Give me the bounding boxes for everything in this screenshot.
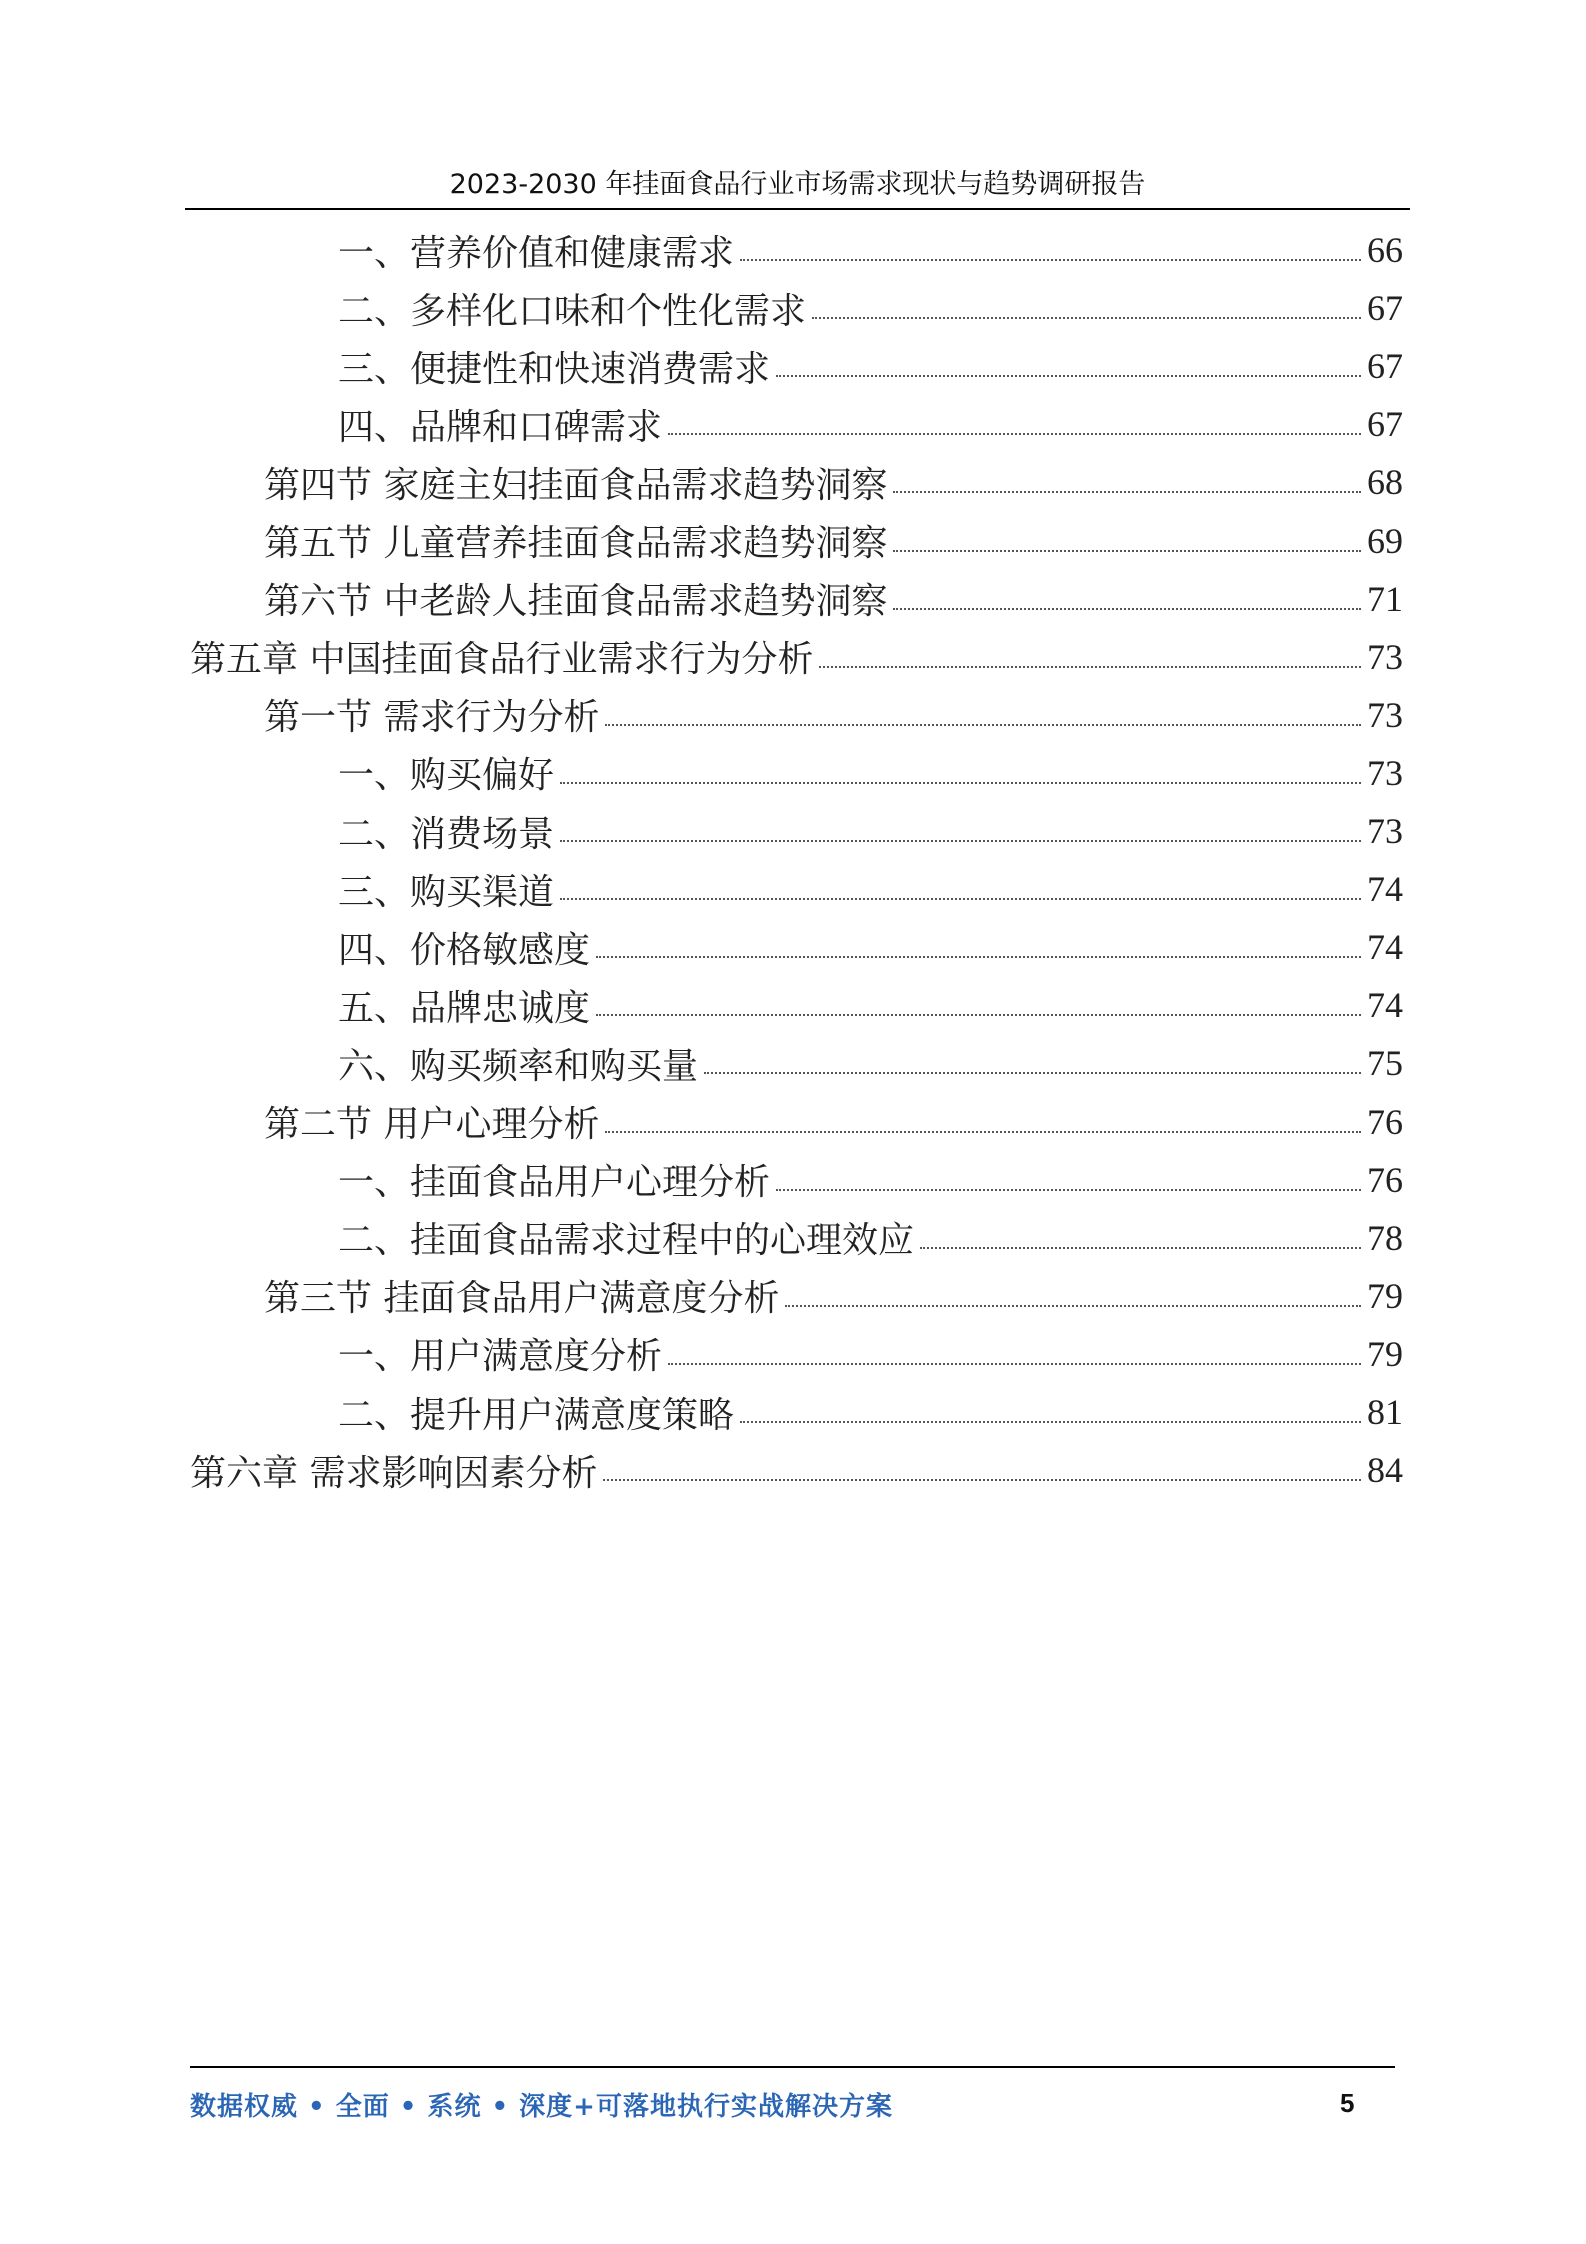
- toc-entry[interactable]: [190, 1440, 1403, 1500]
- dot-leader: [560, 840, 1361, 842]
- dot-leader: [605, 724, 1361, 726]
- toc-entry[interactable]: [338, 975, 1403, 1035]
- dot-leader: [785, 1305, 1361, 1307]
- dot-leader: [605, 1131, 1361, 1133]
- toc-entry-label: 第六节 中老龄人挂面食品需求趋势洞察: [264, 581, 888, 623]
- toc-entry-label: 五、品牌忠诚度: [338, 987, 591, 1029]
- toc-entry-label: 第四节 家庭主妇挂面食品需求趋势洞察: [264, 464, 888, 506]
- toc-entry-page: 69: [1367, 520, 1403, 561]
- toc-entry-page: 79: [1367, 1275, 1403, 1316]
- toc-entry-label: 三、购买渠道: [338, 871, 555, 913]
- dot-leader: [596, 956, 1361, 958]
- toc-entry-page: 74: [1367, 869, 1403, 910]
- toc-entry-label: 第六章 需求影响因素分析: [190, 1452, 598, 1494]
- toc-entry[interactable]: [338, 278, 1403, 338]
- dot-leader: [776, 1189, 1361, 1191]
- toc-entry-page: 84: [1367, 1450, 1403, 1491]
- dot-leader: [812, 317, 1361, 319]
- toc-entry-label: 一、用户满意度分析: [338, 1336, 663, 1378]
- toc-entry[interactable]: [264, 452, 1403, 512]
- footer-slogan: 数据权威 • 全面 • 系统 • 深度+可落地执行实战解决方案: [190, 2092, 893, 2122]
- toc-entry-page: 73: [1367, 811, 1403, 851]
- toc-entry-label: 二、消费场景: [338, 813, 555, 855]
- toc-entry[interactable]: [190, 627, 1403, 687]
- toc-entry[interactable]: [264, 1266, 1403, 1326]
- toc-entry[interactable]: [338, 743, 1403, 803]
- dot-leader: [893, 608, 1361, 610]
- toc-entry[interactable]: [264, 511, 1403, 571]
- dot-leader: [668, 433, 1361, 435]
- toc-entry[interactable]: [338, 1208, 1403, 1268]
- dot-leader: [596, 1014, 1361, 1016]
- toc-entry-label: 四、价格敏感度: [338, 929, 591, 971]
- toc-entry-page: 74: [1367, 927, 1403, 968]
- toc-entry[interactable]: [338, 917, 1403, 977]
- toc-entry-label: 三、便捷性和快速消费需求: [338, 348, 771, 390]
- header-divider: [185, 208, 1410, 210]
- toc-entry-label: 第三节 挂面食品用户满意度分析: [264, 1278, 780, 1320]
- toc-entry-label: 一、营养价值和健康需求: [338, 232, 735, 274]
- toc-entry-page: 76: [1367, 1101, 1403, 1142]
- toc-entry-page: 78: [1367, 1217, 1403, 1258]
- dot-leader: [740, 259, 1361, 261]
- toc-entry[interactable]: [338, 859, 1403, 919]
- page-number: 5: [1340, 2088, 1355, 2118]
- toc-entry-label: 二、多样化口味和个性化需求: [338, 290, 807, 332]
- toc-entry-page: 73: [1367, 694, 1403, 735]
- dot-leader: [819, 666, 1361, 668]
- toc-entry-label: 一、挂面食品用户心理分析: [338, 1162, 771, 1204]
- toc-entry-page: 79: [1367, 1333, 1403, 1374]
- toc-entry-page: 67: [1367, 346, 1403, 387]
- toc-entry-page: 81: [1367, 1392, 1403, 1432]
- dot-leader: [704, 1072, 1361, 1074]
- dot-leader: [560, 898, 1361, 900]
- toc-entry-page: 67: [1367, 404, 1403, 445]
- toc-entry-page: 71: [1367, 578, 1403, 619]
- toc-entry[interactable]: [338, 336, 1403, 396]
- dot-leader: [740, 1421, 1361, 1423]
- dot-leader: [920, 1247, 1361, 1249]
- toc-entry-label: 二、挂面食品需求过程中的心理效应: [338, 1220, 915, 1262]
- toc-entry-label: 第五节 儿童营养挂面食品需求趋势洞察: [264, 523, 888, 564]
- toc-entry[interactable]: [338, 394, 1403, 454]
- toc-entry-label: 第二节 用户心理分析: [264, 1104, 600, 1145]
- dot-leader: [668, 1363, 1361, 1365]
- toc-entry-label: 六、购买频率和购买量: [338, 1045, 699, 1087]
- toc-entry[interactable]: [338, 1150, 1403, 1210]
- toc-entry[interactable]: [264, 569, 1403, 629]
- toc-entry-page: 76: [1367, 1159, 1403, 1200]
- dot-leader: [893, 550, 1361, 552]
- toc-entry-page: 73: [1367, 636, 1403, 677]
- report-title: 2023-2030 年挂面食品行业市场需求现状与趋势调研报告: [449, 169, 1146, 200]
- toc-entry[interactable]: [338, 1033, 1403, 1093]
- toc-entry-label: 第一节 需求行为分析: [264, 697, 600, 739]
- toc-entry-page: 74: [1367, 985, 1403, 1026]
- dot-leader: [603, 1479, 1361, 1481]
- toc-entry[interactable]: [338, 220, 1403, 280]
- toc-entry-page: 68: [1367, 462, 1403, 503]
- toc-entry-page: 75: [1367, 1043, 1403, 1084]
- toc-entry-label: 一、购买偏好: [338, 755, 555, 797]
- toc-entry-label: 第五章 中国挂面食品行业需求行为分析: [190, 639, 814, 681]
- toc-entry-label: 二、提升用户满意度策略: [338, 1394, 735, 1436]
- footer-divider: [190, 2066, 1395, 2068]
- toc-entry[interactable]: [338, 1324, 1403, 1384]
- dot-leader: [560, 782, 1361, 784]
- toc-entry[interactable]: [338, 1382, 1403, 1442]
- toc-entry-page: 66: [1367, 230, 1403, 270]
- toc-entry-label: 四、品牌和口碑需求: [338, 406, 663, 448]
- toc-entry-page: 67: [1367, 288, 1403, 329]
- toc-entry[interactable]: [338, 801, 1403, 861]
- toc-entry[interactable]: [264, 685, 1403, 745]
- dot-leader: [776, 375, 1361, 377]
- toc-entry-page: 73: [1367, 752, 1403, 793]
- dot-leader: [893, 491, 1361, 493]
- toc-entry[interactable]: [264, 1092, 1403, 1152]
